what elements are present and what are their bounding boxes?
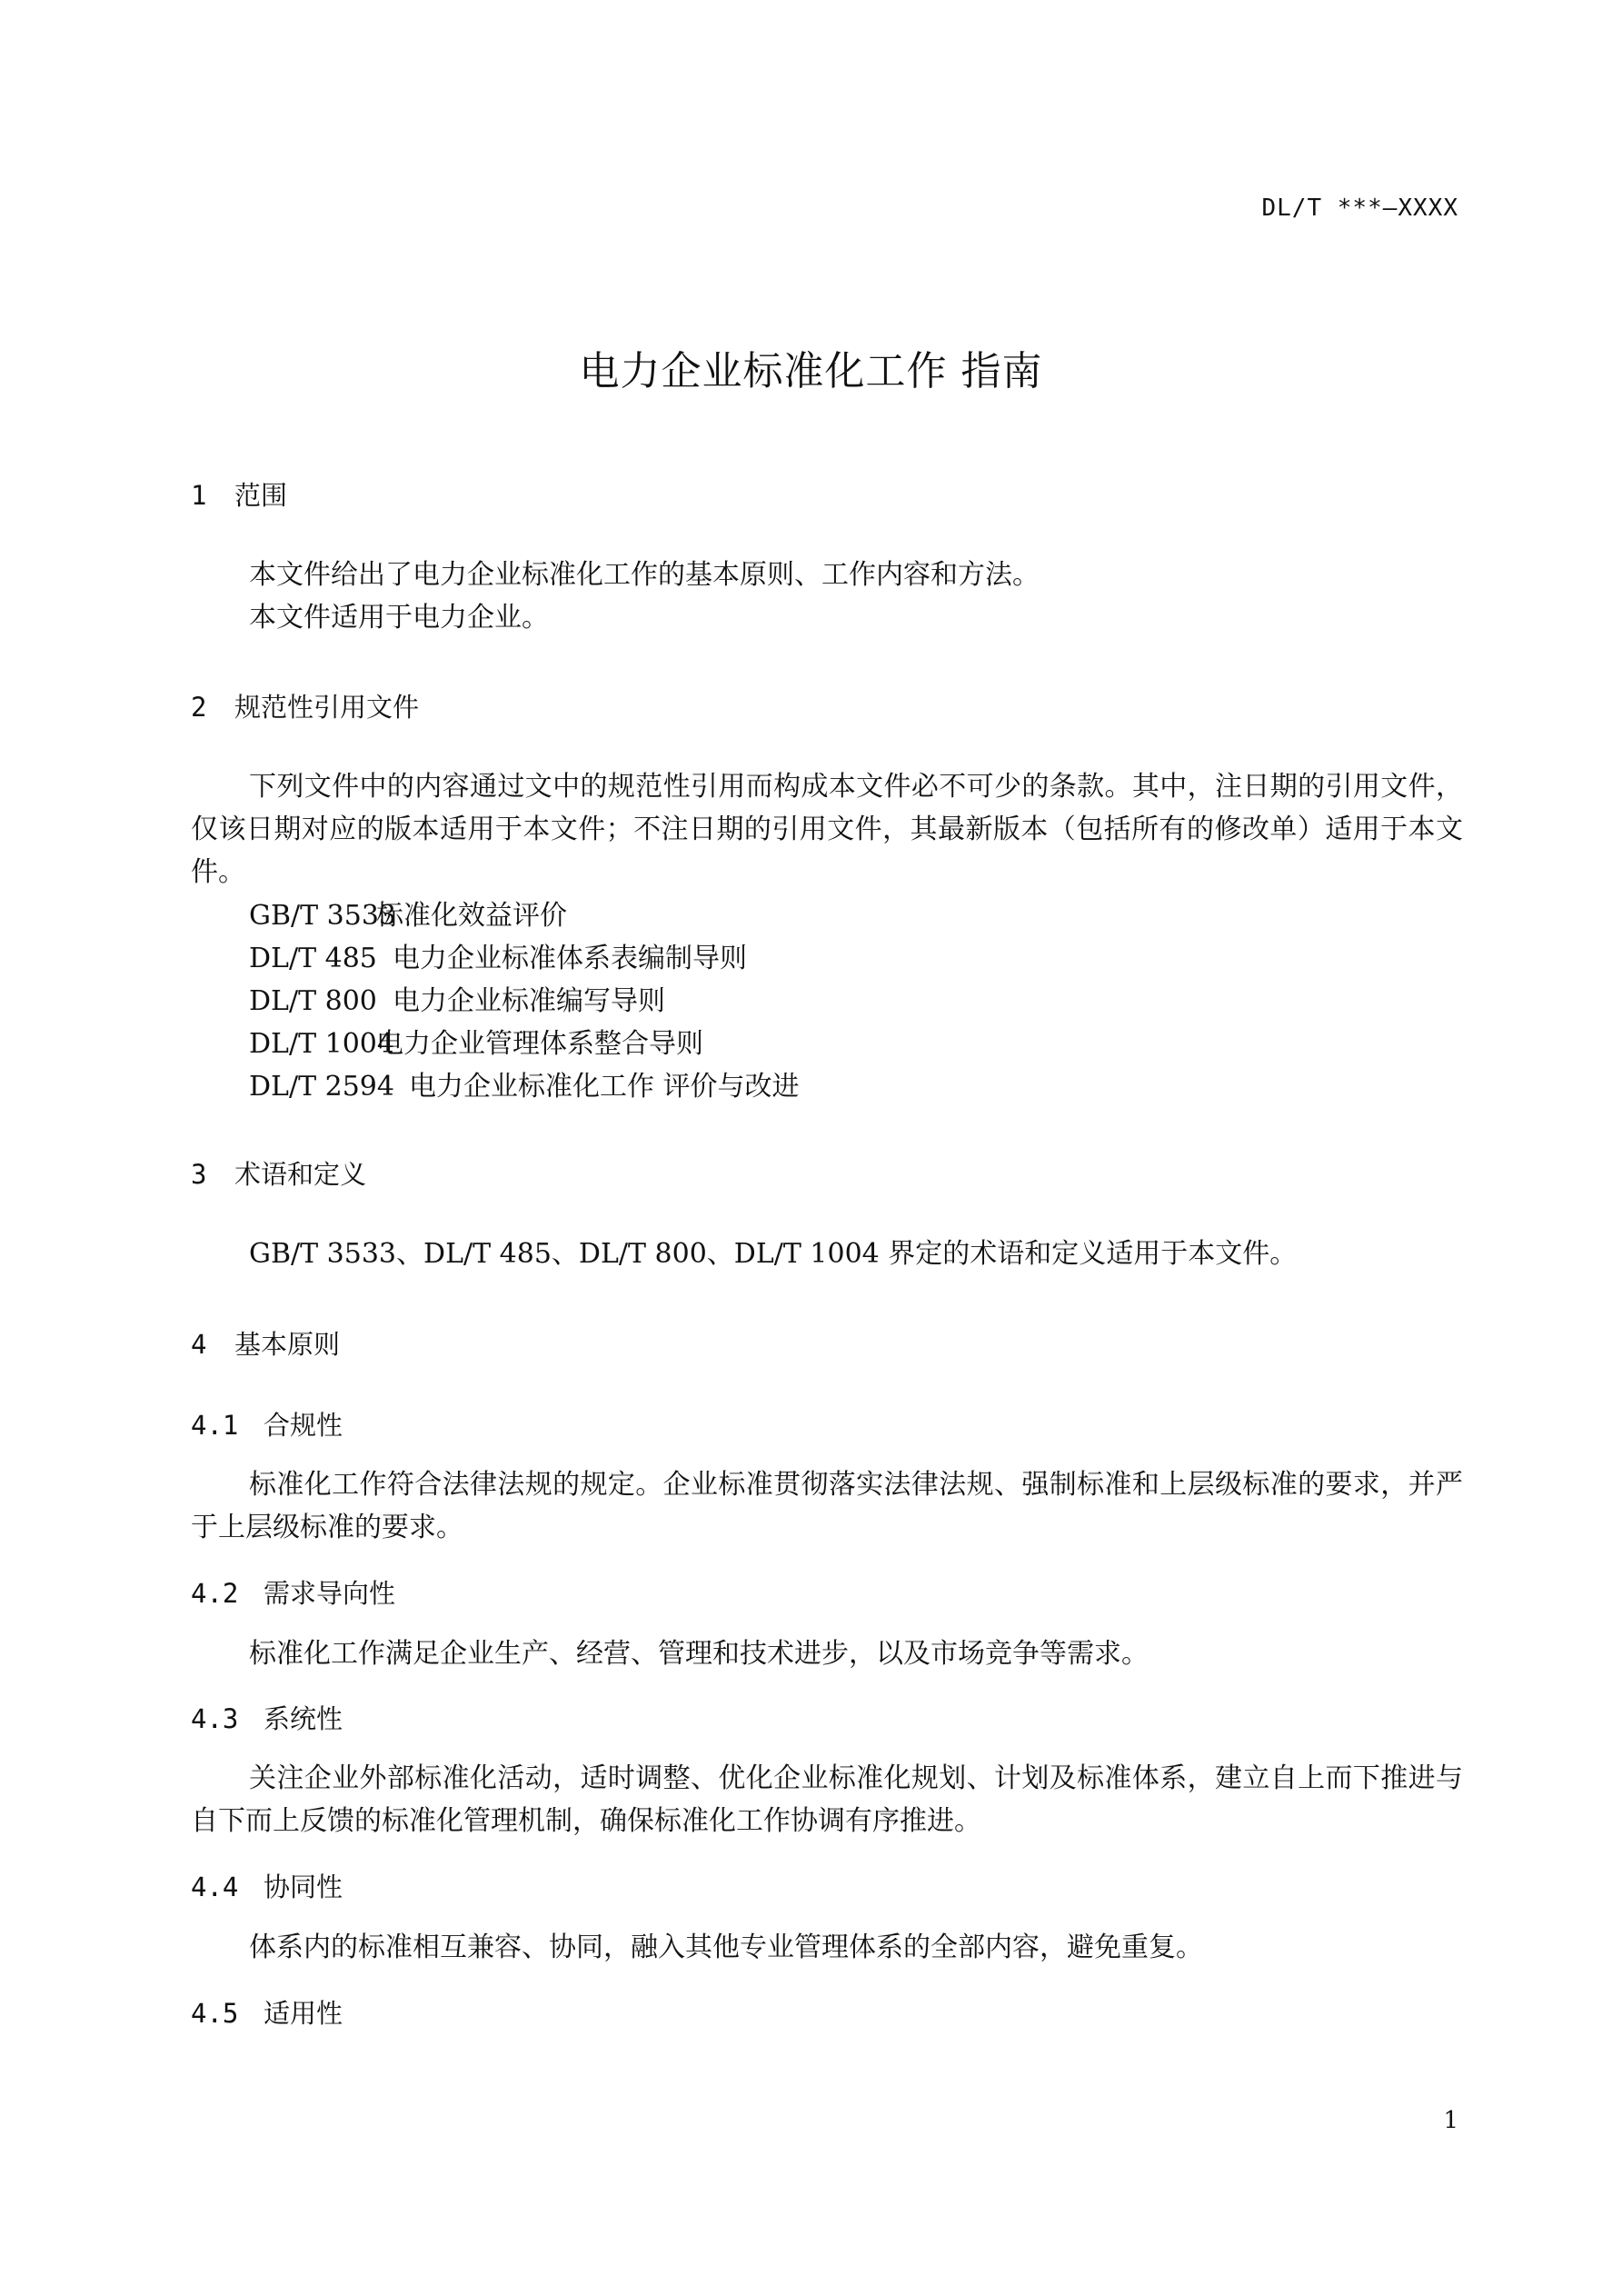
paragraph: 本文件适用于电力企业。 bbox=[249, 602, 549, 634]
paragraph: 关注企业外部标准化活动，适时调整、优化企业标准化规划、计划及标准体系，建立自上而下推进与自下而上反馈的标准化管理机制，确保标准化工作协调有序推进。 bbox=[191, 1762, 1463, 1837]
subsection-heading-4-1 bbox=[191, 1405, 343, 1442]
reference-name: 电力企业标准化工作 评价与改进 bbox=[409, 1071, 800, 1103]
subsection-heading-4-4 bbox=[191, 1867, 343, 1904]
section-heading-2 bbox=[191, 687, 419, 724]
section-heading-3 bbox=[191, 1154, 366, 1192]
subsection-title: 合规性 bbox=[264, 1410, 343, 1441]
subsection-number: 4.2 bbox=[191, 1578, 239, 1609]
subsection-number: 4.4 bbox=[191, 1872, 239, 1902]
reference-item bbox=[249, 894, 567, 937]
document-code: DL/T ***—XXXX bbox=[1261, 195, 1458, 222]
reference-item bbox=[249, 937, 747, 980]
reference-item bbox=[249, 980, 665, 1023]
reference-code: DL/T 1004 bbox=[249, 1028, 394, 1060]
subsection-title: 协同性 bbox=[264, 1872, 343, 1902]
section-title: 规范性引用文件 bbox=[234, 692, 420, 723]
paragraph: 标准化工作符合法律法规的规定。企业标准贯彻落实法律法规、强制标准和上层级标准的要求，并严于上层级标准的要求。 bbox=[191, 1469, 1463, 1543]
reference-name: 电力企业标准体系表编制导则 bbox=[393, 943, 747, 974]
section-number: 3 bbox=[191, 1159, 207, 1190]
section-heading-1 bbox=[191, 475, 287, 513]
subsection-title: 系统性 bbox=[264, 1703, 343, 1734]
reference-name: 标准化效益评价 bbox=[376, 900, 567, 932]
reference-item bbox=[249, 1023, 703, 1065]
section-number: 2 bbox=[191, 692, 207, 723]
section-title: 术语和定义 bbox=[234, 1159, 367, 1190]
reference-code: GB/T 3533 bbox=[249, 900, 397, 932]
reference-code: DL/T 2594 bbox=[249, 1071, 394, 1103]
reference-code: DL/T 800 bbox=[249, 985, 377, 1017]
subsection-heading-4-3 bbox=[191, 1699, 343, 1736]
paragraph: 本文件给出了电力企业标准化工作的基本原则、工作内容和方法。 bbox=[249, 559, 1040, 591]
paragraph: GB/T 3533、DL/T 485、DL/T 800、DL/T 1004 界定的术语和定义适用于本文件。 bbox=[249, 1238, 1298, 1270]
section-title: 范围 bbox=[234, 480, 288, 511]
paragraph: 下列文件中的内容通过文中的规范性引用而构成本文件必不可少的条款。其中，注日期的引用文件，仅该日期对应的版本适用于本文件；不注日期的引用文件，其最新版本（包括所有的修改单）适用于本文件。 bbox=[191, 771, 1463, 888]
reference-name: 电力企业标准编写导则 bbox=[393, 985, 665, 1017]
subsection-title: 需求导向性 bbox=[264, 1578, 396, 1609]
section-heading-4 bbox=[191, 1324, 340, 1362]
section-title: 基本原则 bbox=[234, 1329, 341, 1360]
reference-item bbox=[249, 1065, 800, 1108]
subsection-number: 4.5 bbox=[191, 1998, 239, 2029]
subsection-number: 4.1 bbox=[191, 1410, 239, 1441]
subsection-heading-4-2 bbox=[191, 1573, 395, 1611]
reference-name: 电力企业管理体系整合导则 bbox=[376, 1028, 703, 1060]
section-number: 1 bbox=[191, 480, 207, 511]
section-number: 4 bbox=[191, 1329, 207, 1360]
paragraph: 体系内的标准相互兼容、协同，融入其他专业管理体系的全部内容，避免重复。 bbox=[249, 1932, 1203, 1963]
subsection-heading-4-5 bbox=[191, 1993, 343, 2031]
subsection-number: 4.3 bbox=[191, 1703, 239, 1734]
reference-code: DL/T 485 bbox=[249, 943, 377, 974]
page-number: 1 bbox=[1443, 2107, 1458, 2134]
paragraph: 标准化工作满足企业生产、经营、管理和技术进步，以及市场竞争等需求。 bbox=[249, 1638, 1149, 1670]
document-title: 电力企业标准化工作 指南 bbox=[579, 348, 1043, 394]
subsection-title: 适用性 bbox=[264, 1998, 343, 2029]
